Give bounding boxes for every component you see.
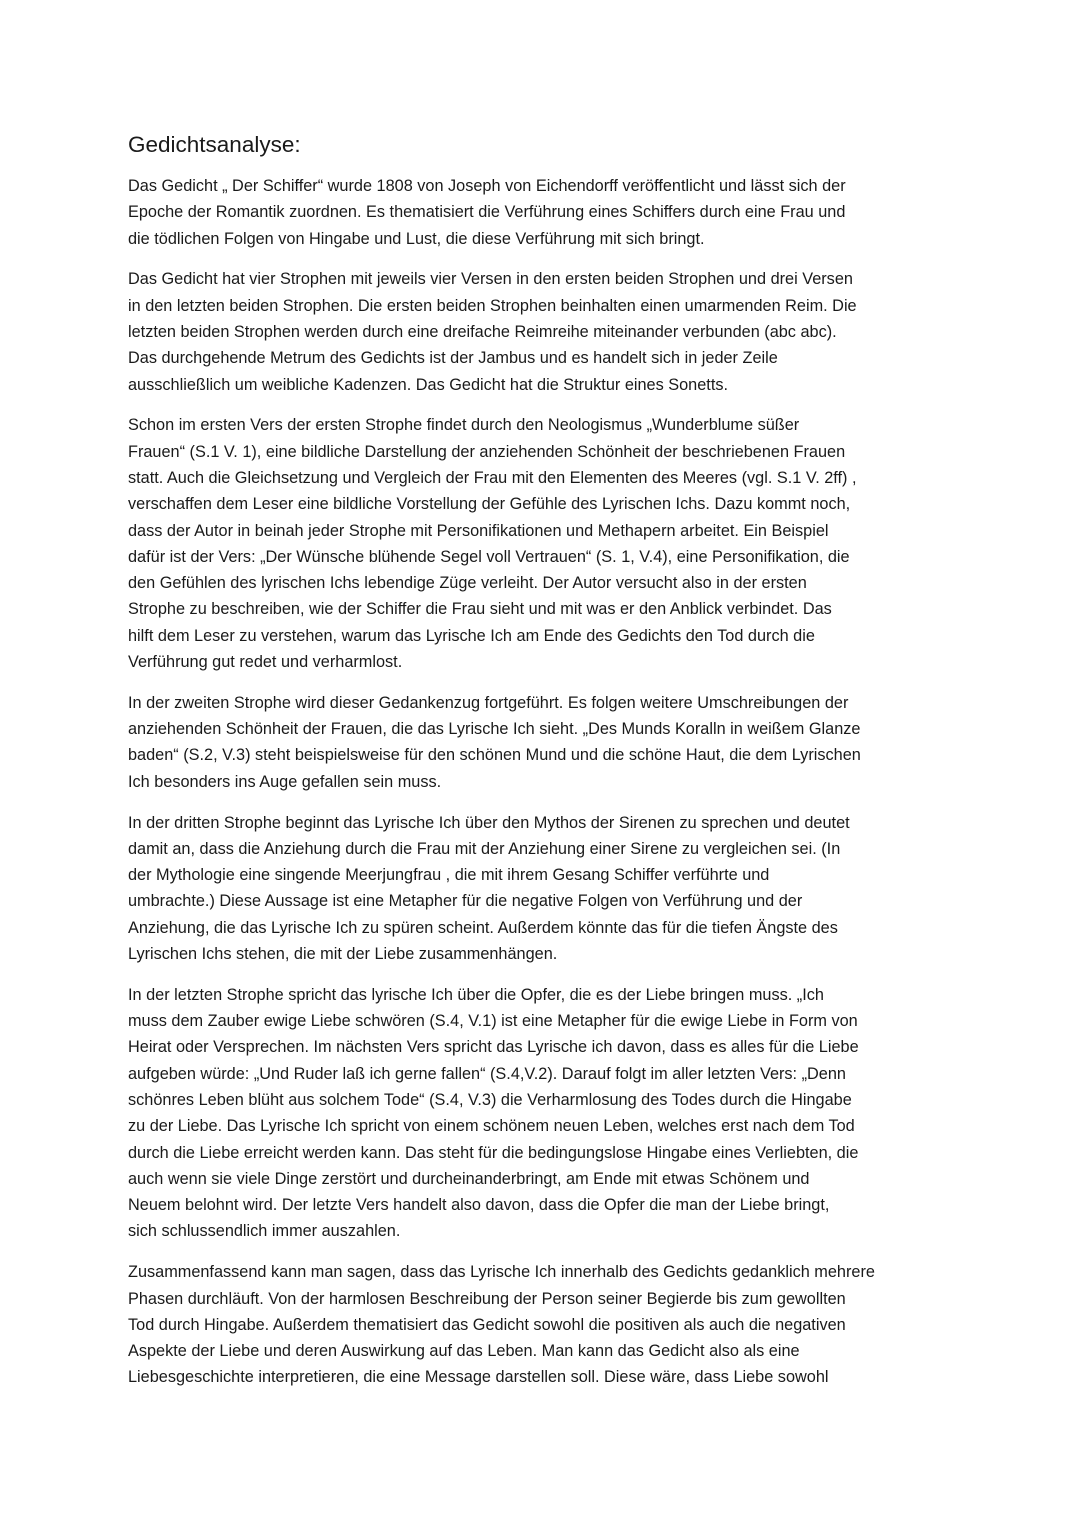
page-title: Gedichtsanalyse: [128,132,301,157]
paragraph-conclusion: Zusammenfassend kann man sagen, dass das Lyrische Ich innerhalb des Gedichts gedanklich mehrere Phasen durchläuft. Von der harmlosen Beschreibung der Person seiner Begierde bis zum gewollten Tod durch Hingabe. Außerdem thematisiert das Gedicht sowohl die positiven als auch die negativen Aspekte der Liebe und deren Auswirkung auf das Leben. Man kann das Gedicht also als eine Liebesgeschichte interpretieren, die eine Message darstellen soll. Diese wäre, dass Liebe sowohl [128,1263,875,1387]
paragraph-stanza-four: In der letzten Strophe spricht das lyrische Ich über die Opfer, die es der Liebe bringen muss. „Ich muss dem Zauber ewige Liebe schwören (S.4, V.1) ist eine Metapher für die ewige Liebe in Form von Heirat oder Versprechen. Im nächsten Vers spricht das Lyrische ich davon, dass es alles für die Liebe aufgeben würde: „Und Ruder laß ich gerne fallen“ (S.4,V.2). Darauf folgt im aller letzten Vers: „Denn schönres Leben blüht aus solchem Tode“ (S.4, V.3) die Verharmlosung des Todes durch die Hingabe zu der Liebe. Das Lyrische Ich spricht von einem schönem neuen Leben, welches erst nach dem Tod durch die Liebe erreicht werden kann. Das steht für die bedingungslose Hingabe eines Verliebten, die auch wenn sie viele Dinge zerstört und durcheinanderbringt, am Ende mit etwas Schönem und Neuem belohnt wird. Der letzte Vers handelt also davon, dass die Opfer die man der Liebe bringt, sich schlussendlich immer auszahlen. [128,985,859,1241]
paragraph-stanza-one: Schon im ersten Vers der ersten Strophe findet durch den Neologismus „Wunderblume süßer Frauen“ (S.1 V. 1), eine bildliche Darstellung der anziehenden Schönheit der beschriebenen Frauen statt. Auch die Gleichsetzung und Vergleich der Frau mit den Elementen des Meeres (vgl. S.1 V. 2ff) , verschaffen dem Leser eine bildliche Vorstellung der Gefühle des Lyrischen Ichs. Dazu kommt noch, dass der Autor in beinah jeder Strophe mit Personifikationen und Methapern arbeitet. Ein Beispiel dafür ist der Vers: „Der Wünsche blühende Segel voll Vertrauen“ (S. 1, V.4), eine Personifikation, die den Gefühlen des lyrischen Ichs lebendige Züge verleiht. Der Autor versucht also in der ersten Strophe zu beschreiben, wie der Schiffer die Frau sieht und mit was er den Anblick verbindet. Das hilft dem Leser zu verstehen, warum das Lyrische Ich am Ende des Gedichts den Tod durch die Verführung gut redet und verharmlost. [128,416,857,672]
paragraph-introduction: Das Gedicht „ Der Schiffer“ wurde 1808 von Joseph von Eichendorff veröffentlicht und lässt sich der Epoche der Romantik zuordnen. Es thematisiert die Verführung eines Schiffers durch eine Frau und die tödlichen Folgen von Hingabe und Lust, die diese Verführung mit sich bringt. [128,177,846,248]
paragraph-stanza-two: In der zweiten Strophe wird dieser Gedankenzug fortgeführt. Es folgen weitere Umschreibungen der anziehenden Schönheit der Frauen, die das Lyrische Ich sieht. „Des Munds Koralln in weißem Glanze baden“ (S.2, V.3) steht beispielsweise für den schönen Mund und die schöne Haut, die dem Lyrischen Ich besonders ins Auge gefallen sein muss. [128,693,861,791]
paragraph-stanza-three: In der dritten Strophe beginnt das Lyrische Ich über den Mythos der Sirenen zu sprechen und deutet damit an, dass die Anziehung durch die Frau mit der Anziehung einer Sirene zu vergleichen sei. (In der Mythologie eine singende Meerjungfrau , die mit ihrem Gesang Schiffer verführte und umbrachte.) Diese Aussage ist eine Metapher für die negative Folgen von Verführung und der Anziehung, die das Lyrische Ich zu spüren scheint. Außerdem könnte das für die tiefen Ängste des Lyrischen Ichs stehen, die mit der Liebe zusammenhängen. [128,813,850,964]
document-page [128,128,958,1405]
paragraph-form: Das Gedicht hat vier Strophen mit jeweils vier Versen in den ersten beiden Strophen und drei Versen in den letzten beiden Strophen. Die ersten beiden Strophen beinhalten einen umarmenden Reim. Die letzten beiden Strophen werden durch eine dreifache Reimreihe miteinander verbunden (abc abc). Das durchgehende Metrum des Gedichts ist der Jambus und es handelt sich in jeder Zeile ausschließlich um weibliche Kadenzen. Das Gedicht hat die Struktur eines Sonetts. [128,270,857,394]
